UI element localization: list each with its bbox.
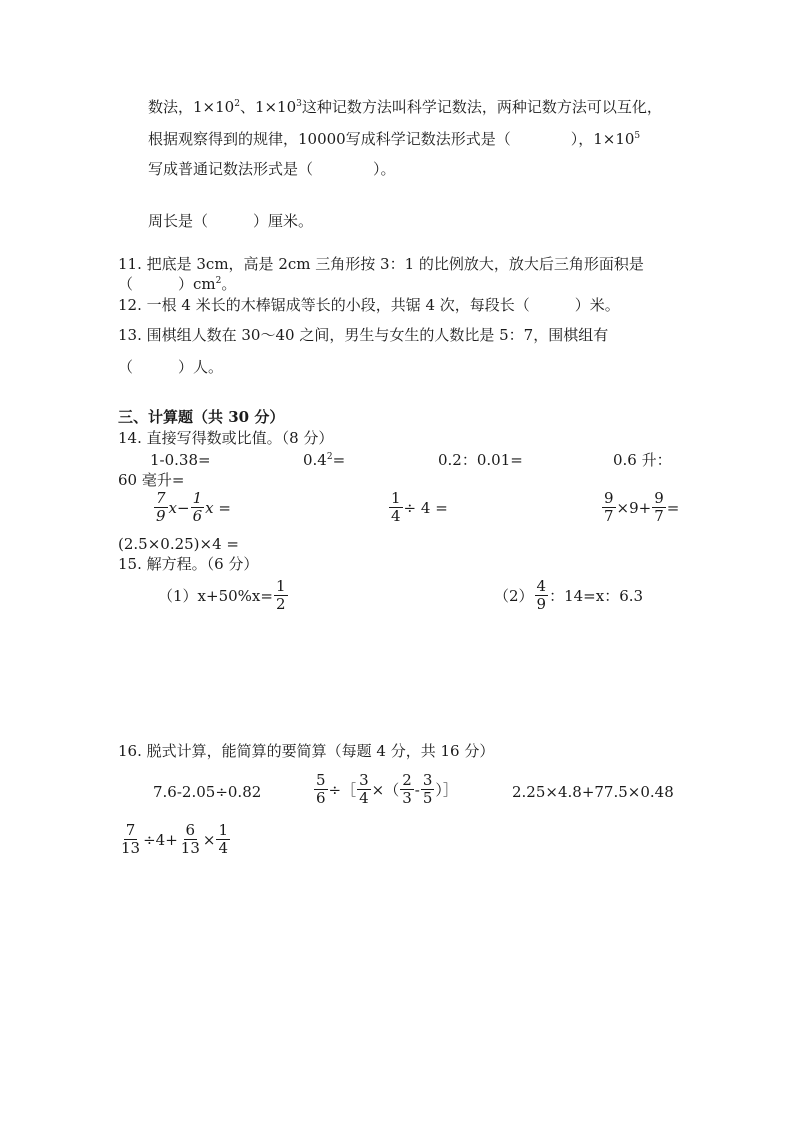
q11-line2-end: 。: [221, 275, 237, 293]
q16-e2-c: -: [414, 780, 420, 799]
q11-line2: [118, 275, 236, 293]
denominator: 5: [422, 789, 433, 807]
q14-title: 14. 直接写得数或比值。（8 分）: [118, 429, 334, 447]
q16-e1: 7.6-2.05÷0.82: [153, 783, 262, 801]
numerator: 3: [422, 771, 433, 789]
q14-e2-exp: 2: [326, 452, 333, 462]
q14-e2-base: 0.4: [303, 451, 327, 469]
q10-line1-text-a: 数法，1×10: [148, 98, 235, 116]
q11-line2-text: （ ）cm: [118, 275, 216, 293]
q10-line1-text-b: 、1×10: [239, 98, 297, 116]
numerator: 4: [536, 577, 547, 595]
q14-e6: [388, 491, 448, 524]
numerator: 3: [359, 771, 369, 789]
denominator: 13: [121, 839, 141, 857]
q16-e2-e: ）］: [435, 780, 458, 799]
q14-e1: 1-0.38=: [150, 451, 211, 469]
numerator: 5: [316, 771, 326, 789]
denominator: 6: [192, 507, 203, 525]
q15-p2-label: （2）: [494, 586, 534, 605]
fraction: [274, 579, 288, 612]
q10-exp2: 3: [296, 99, 302, 109]
q15-p1: [158, 579, 289, 612]
q16-e4-a: ÷4+: [143, 830, 178, 849]
q15-title: 15. 解方程。（6 分）: [118, 555, 259, 573]
q13-line1: 13. 围棋组人数在 30～40 之间，男生与女生的人数比是 5：7，围棋组有: [118, 326, 609, 344]
q16-e4-b: ×: [202, 830, 216, 849]
section3-title: 三、计算题（共 30 分）: [118, 408, 285, 426]
q14-e5: [153, 491, 231, 524]
q10-exp1: 2: [234, 99, 240, 109]
numerator: 7: [125, 821, 136, 839]
fraction: [535, 579, 549, 612]
q14-e3: 0.2：0.01=: [438, 451, 523, 469]
fraction: [119, 823, 142, 856]
fraction: [179, 823, 202, 856]
perimeter-line: 周长是（ ）厘米。: [148, 212, 314, 230]
numerator: 6: [185, 821, 196, 839]
denominator: 7: [654, 507, 664, 525]
q16-e2: [313, 773, 458, 806]
denominator: 4: [391, 507, 401, 525]
q16-e2-a: ÷［: [328, 780, 357, 799]
numerator: 1: [218, 821, 228, 839]
fraction: [216, 823, 230, 856]
fraction: [421, 773, 435, 806]
denominator: 4: [218, 839, 228, 857]
q16-e3: 2.25×4.8+77.5×0.48: [512, 783, 674, 801]
q14-e4-a: 0.6 升：: [613, 451, 672, 469]
denominator: 13: [180, 839, 200, 857]
fraction: [191, 491, 205, 524]
q14-e7-tail: =: [666, 498, 680, 517]
fraction: [154, 491, 168, 524]
denominator: 9: [156, 507, 166, 525]
q10-line3: 写成普通记数法形式是（ ）。: [148, 160, 396, 178]
q11-exp: 2: [215, 276, 222, 286]
q16-title: 16. 脱式计算，能简算的要简算（每题 4 分，共 16 分）: [118, 742, 495, 760]
numerator: 9: [604, 489, 614, 507]
numerator: 1: [275, 577, 286, 595]
q15-p1-text: （1）x+50%x=: [158, 586, 273, 605]
q14-e4-b: 60 毫升=: [118, 471, 185, 489]
q16-e2-b: ×（: [371, 780, 400, 799]
denominator: 4: [359, 789, 369, 807]
q14-e2: [303, 451, 345, 469]
fraction: [389, 491, 403, 524]
denominator: 6: [316, 789, 326, 807]
denominator: 9: [536, 595, 547, 613]
q10-line1-text-c: 这种记数方法叫科学记数法，两种记数方法可以互化，: [301, 98, 662, 116]
q13-line2: （ ）人。: [118, 358, 224, 376]
fraction: [400, 773, 414, 806]
q14-e8: (2.5×0.25)×4 =: [118, 535, 239, 553]
q10-line2-text: 根据观察得到的规律，10000写成科学记数法形式是（ ），1×10: [148, 130, 635, 148]
q10-exp3: 5: [634, 131, 641, 141]
q14-e6-tail: ÷ 4 =: [403, 498, 448, 517]
q15-p2: [494, 579, 643, 612]
q10-line1: [148, 98, 662, 116]
q14-e5-x1: x−: [168, 498, 190, 517]
denominator: 3: [402, 789, 412, 807]
q14-e5-x2: x =: [205, 498, 231, 517]
numerator: 7: [156, 489, 166, 507]
q15-p2-text: ：14=x：6.3: [549, 586, 644, 605]
q14-e7: [601, 491, 679, 524]
numerator: 2: [402, 771, 412, 789]
fraction: [314, 773, 328, 806]
numerator: 9: [654, 489, 664, 507]
denominator: 2: [275, 595, 286, 613]
q14-e2-eq: =: [332, 451, 346, 469]
q12-text: 12. 一根 4 米长的木棒锯成等长的小段，共锯 4 次，每段长（ ）米。: [118, 296, 620, 314]
denominator: 7: [604, 507, 614, 525]
fraction: [602, 491, 616, 524]
q16-e4: [118, 823, 231, 856]
fraction: [357, 773, 371, 806]
q11-line1: 11. 把底是 3cm，高是 2cm 三角形按 3：1 的比例放大，放大后三角形面积是: [118, 255, 644, 273]
numerator: 1: [391, 489, 401, 507]
numerator: 1: [192, 489, 203, 507]
q14-e7-mid: ×9+: [616, 498, 652, 517]
q10-line2: [148, 130, 640, 148]
fraction: [652, 491, 666, 524]
